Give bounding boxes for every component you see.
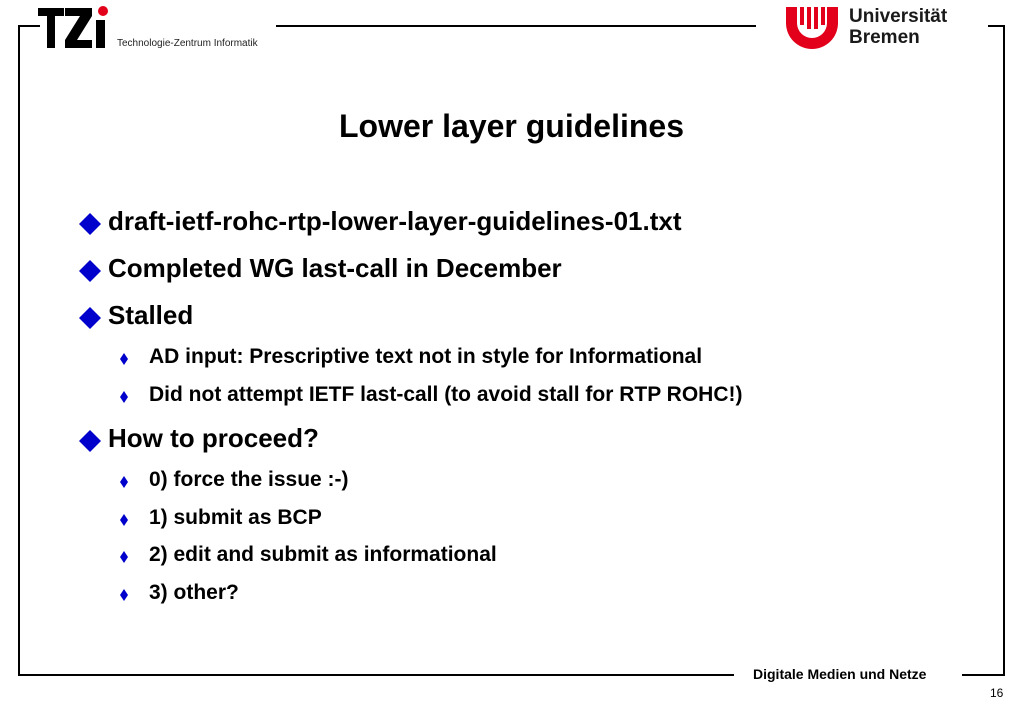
bullet-text: How to proceed? (108, 423, 319, 453)
small-diamond-bullet-icon (120, 551, 128, 563)
frame-top-middle (276, 25, 756, 27)
small-diamond-bullet-icon (120, 589, 128, 601)
sub-bullet-text: 1) submit as BCP (149, 506, 322, 529)
frame-bottom-right (962, 674, 1005, 676)
sub-bullet-text: 2) edit and submit as informational (149, 543, 497, 566)
small-diamond-bullet-icon (120, 476, 128, 488)
page-number: 16 (990, 686, 1004, 700)
frame-bottom-left (18, 674, 734, 676)
university-logo (783, 7, 841, 49)
diamond-bullet-icon (79, 430, 101, 452)
bullet-text: Completed WG last-call in December (108, 253, 562, 283)
diamond-bullet-icon (79, 260, 101, 282)
diamond-bullet-icon (79, 307, 101, 329)
sub-bullet-text: Did not attempt IETF last-call (to avoid stall for RTP ROHC!) (149, 383, 743, 406)
diamond-bullet-icon (79, 213, 101, 235)
footer-label: Digitale Medien und Netze (753, 666, 927, 682)
sub-bullet-text: AD input: Prescriptive text not in style for Informational (149, 345, 703, 368)
sub-bullet-text: 3) other? (149, 581, 239, 604)
university-line1: Universität (849, 6, 948, 27)
bullet-text: draft-ietf-rohc-rtp-lower-layer-guidelines-01.txt (108, 206, 682, 236)
bullet-text: Stalled (108, 300, 194, 330)
university-line2: Bremen (849, 27, 920, 48)
tzi-logo (38, 6, 112, 50)
university-name (849, 6, 947, 48)
small-diamond-bullet-icon (120, 514, 128, 526)
frame-top-left (18, 25, 40, 27)
small-diamond-bullet-icon (120, 391, 128, 403)
sub-bullet-text: 0) force the issue :-) (149, 468, 349, 491)
tzi-subtitle: Technologie-Zentrum Informatik (117, 38, 258, 49)
small-diamond-bullet-icon (120, 353, 128, 365)
slide-title: Lower layer guidelines (339, 108, 684, 144)
